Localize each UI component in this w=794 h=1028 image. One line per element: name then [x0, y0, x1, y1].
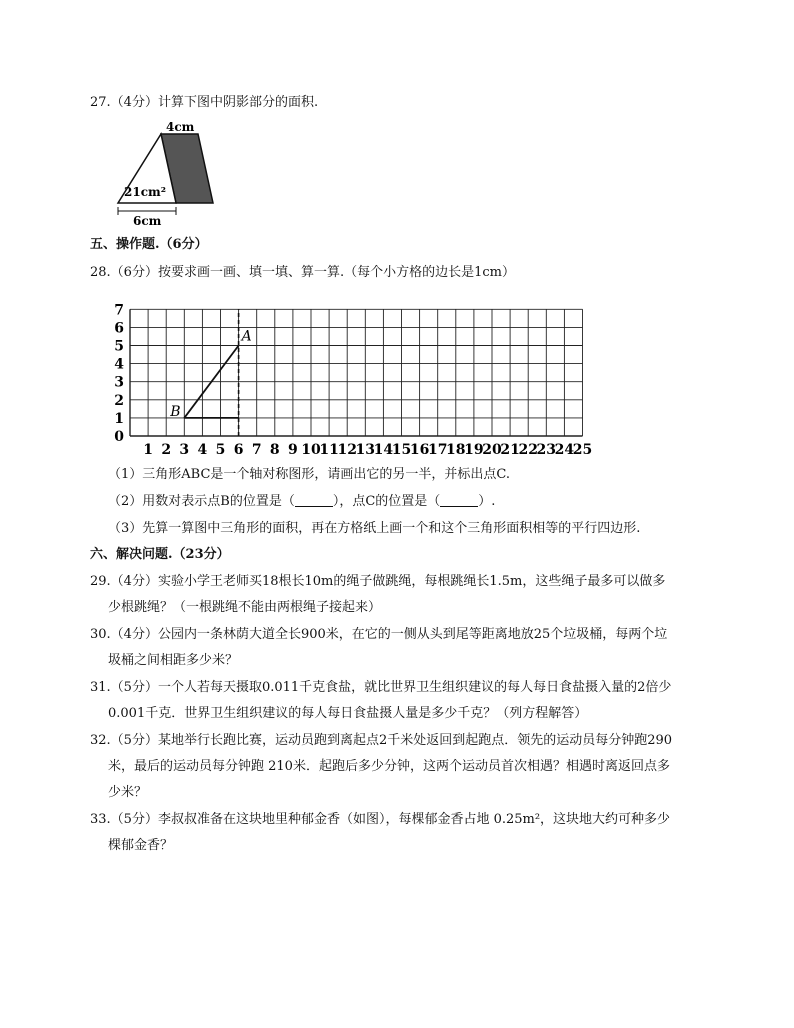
x-tick-label: 14 — [373, 442, 394, 458]
x-tick-label: 15 — [391, 442, 412, 458]
x-tick-label: 20 — [482, 442, 502, 458]
q27-text: 27.（4分）计算下图中阴影部分的面积. — [90, 95, 319, 110]
q28-sub1: （1）三角形ABC是一个轴对称图形，请画出它的另一半，并标出点C. — [108, 467, 511, 482]
q27-top-label: 4cm — [166, 120, 195, 134]
x-tick-label: 4 — [197, 442, 208, 458]
x-tick-label: 17 — [427, 442, 448, 458]
section5-heading: 五、操作题.（6分） — [90, 237, 208, 252]
x-tick-label: 10 — [301, 442, 321, 458]
q33-line2: 棵郁金香？ — [108, 838, 174, 853]
x-tick-label: 22 — [518, 442, 538, 458]
point-a-label: A — [241, 328, 252, 345]
q27-area-label: 21cm² — [124, 185, 166, 199]
q30-line2: 圾桶之间相距多少米？ — [108, 653, 239, 668]
x-tick-label: 11 — [319, 442, 339, 458]
x-tick-label: 18 — [446, 442, 466, 458]
q30-line1: 30.（4分）公园内一条林荫大道全长900米，在它的一侧从头到尾等距离地放25个垃圾桶，每两个垃 — [90, 627, 668, 642]
x-tick-label: 6 — [233, 442, 244, 458]
point-b-label: B — [170, 403, 181, 420]
q28-grid-figure — [108, 290, 598, 460]
q31-line2: 0.001千克．世界卫生组织建议的每人每日食盐摄人量是多少千克？（列方程解答） — [108, 706, 588, 721]
x-tick-label: 16 — [409, 442, 430, 458]
x-tick-label: 23 — [536, 442, 557, 458]
section6-heading: 六、解决问题.（23分） — [90, 547, 230, 562]
q33-line1: 33.（5分）李叔叔准备在这块地里种郁金香（如图），每棵郁金香占地 0.25m²，这块地大约可种多少 — [90, 812, 671, 827]
x-tick-label: 2 — [161, 442, 172, 458]
x-tick-label: 3 — [179, 442, 190, 458]
x-tick-label: 1 — [143, 442, 153, 458]
x-tick-label: 24 — [554, 442, 575, 458]
x-tick-label: 12 — [337, 442, 357, 458]
x-tick-label: 5 — [215, 442, 226, 458]
point-c-answer-blank[interactable] — [440, 494, 478, 507]
point-b-answer-blank[interactable] — [295, 494, 333, 507]
q27-figure — [108, 118, 228, 230]
q29-line1: 29.（4分）实验小学王老师买18根长10m的绳子做跳绳，每根跳绳长1.5m，这些绳子最多可以做多 — [90, 574, 666, 589]
x-tick-label: 7 — [251, 442, 262, 458]
x-tick-label: 9 — [288, 442, 298, 458]
q28-sub2-part-a: （2）用数对表示点B的位置是（ — [108, 494, 295, 509]
y-tick-label: 4 — [114, 356, 124, 373]
y-tick-label: 0 — [114, 429, 124, 445]
q28-sub2-part-b: ），点C的位置是（ — [332, 494, 441, 509]
q28-sub2 — [108, 493, 495, 511]
y-tick-label: 7 — [114, 302, 124, 319]
q32-line1: 32.（5分）某地举行长跑比赛，运动员跑到离起点2千米处返回到起跑点．领先的运动员每分钟跑290 — [90, 733, 673, 748]
x-tick-label: 19 — [464, 442, 484, 458]
x-tick-label: 8 — [269, 442, 280, 458]
y-tick-label: 3 — [114, 374, 124, 391]
x-tick-label: 13 — [355, 442, 376, 458]
x-tick-label: 21 — [500, 442, 520, 458]
q32-line3: 少米？ — [108, 785, 148, 800]
q27-bottom-label: 6cm — [133, 214, 162, 228]
q29-line2: 少根跳绳？（一根跳绳不能由两根绳子接起来） — [108, 600, 382, 615]
q28-sub3: （3）先算一算图中三角形的面积，再在方格纸上画一个和这个三角形面积相等的平行四边形. — [108, 521, 641, 536]
q28-sub2-part-c: ）. — [478, 494, 496, 509]
q28-text: 28.（6分）按要求画一画、填一填、算一算.（每个小方格的边长是1cm） — [90, 265, 515, 280]
y-tick-label: 1 — [114, 410, 124, 427]
y-tick-label: 2 — [114, 392, 124, 409]
q32-line2: 米，最后的运动员每分钟跑 210米．起跑后多少分钟，这两个运动员首次相遇？相遇时离返回点多 — [108, 759, 670, 774]
y-tick-label: 6 — [114, 320, 124, 337]
y-tick-label: 5 — [114, 338, 124, 355]
x-tick-label: 25 — [572, 442, 593, 458]
q31-line1: 31.（5分）一个人若每天摄取0.011千克食盐，就比世界卫生组织建议的每人每日食盐摄入量的2倍少 — [90, 680, 672, 695]
